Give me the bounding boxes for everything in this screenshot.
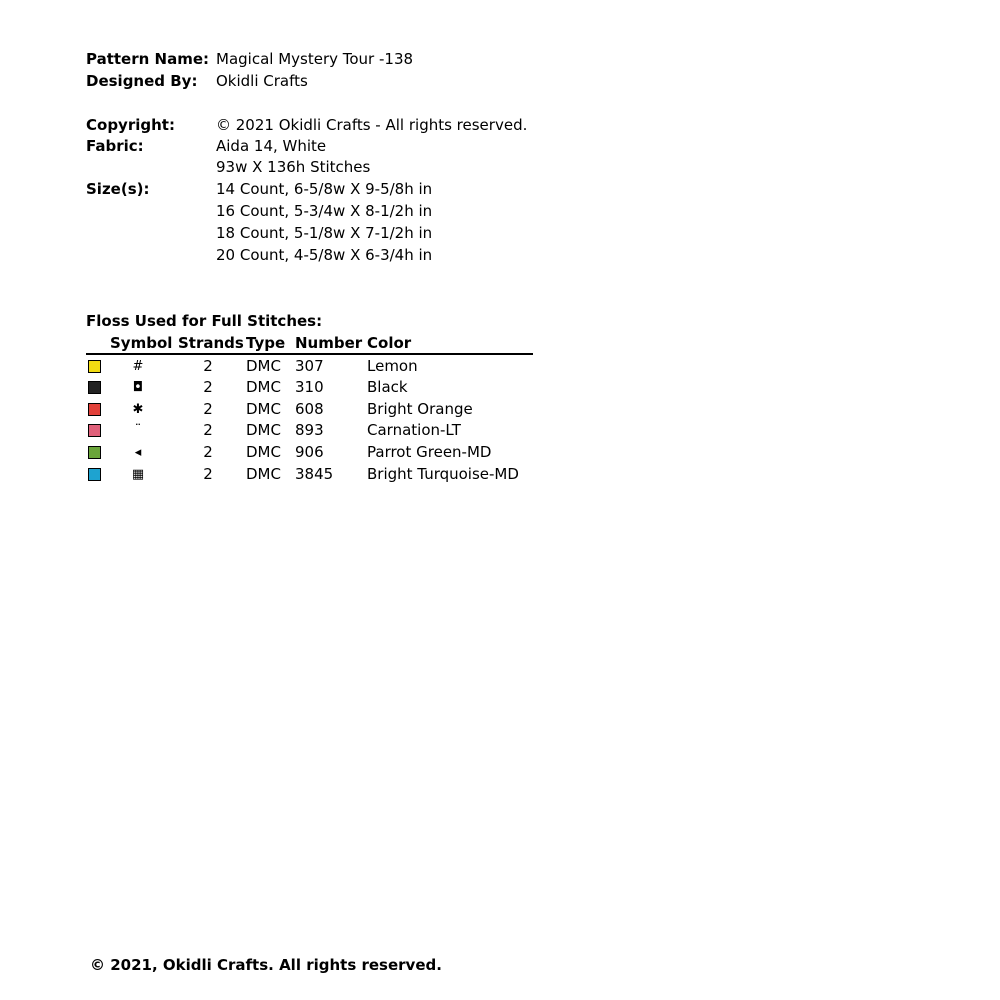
number-value: 608 <box>295 400 324 418</box>
floss-row <box>86 442 533 463</box>
stitch-symbol-icon: # <box>132 359 144 374</box>
number-value: 3845 <box>295 465 334 483</box>
footer-copyright: © 2021, Okidli Crafts. All rights reserved. <box>90 956 442 974</box>
pattern-name-value: Magical Mystery Tour -138 <box>216 50 414 68</box>
header-color: Color <box>367 334 412 352</box>
type-value: DMC <box>246 357 281 375</box>
stitch-symbol-icon: ◘ <box>132 380 144 395</box>
type-value: DMC <box>246 421 281 439</box>
color-swatch <box>88 468 101 481</box>
color-swatch <box>88 446 101 459</box>
strands-value: 2 <box>203 357 213 375</box>
strands-value: 2 <box>203 400 213 418</box>
size-label: Size(s): <box>86 180 150 198</box>
type-value: DMC <box>246 465 281 483</box>
fabric-label: Fabric: <box>86 137 144 155</box>
number-value: 893 <box>295 421 324 439</box>
floss-row <box>86 377 533 398</box>
floss-table-header <box>86 333 533 353</box>
header-number: Number <box>295 334 363 352</box>
floss-header-divider <box>86 353 533 355</box>
color-swatch <box>88 360 101 373</box>
stitches-value: 93w X 136h Stitches <box>216 158 371 176</box>
stitch-symbol-icon: ✱ <box>132 402 144 417</box>
floss-row <box>86 399 533 420</box>
stitch-symbol-icon: ▦ <box>131 467 145 482</box>
size-value: 20 Count, 4-5/8w X 6-3/4h in <box>216 246 433 264</box>
strands-value: 2 <box>203 378 213 396</box>
color-swatch <box>88 381 101 394</box>
floss-row <box>86 420 533 441</box>
color-name: Carnation-LT <box>367 421 461 439</box>
color-name: Bright Turquoise-MD <box>367 465 519 483</box>
color-swatch <box>88 424 101 437</box>
floss-row <box>86 464 533 485</box>
fabric-value: Aida 14, White <box>216 137 327 155</box>
stitch-symbol-icon: ¨ <box>134 423 142 438</box>
strands-value: 2 <box>203 421 213 439</box>
floss-row <box>86 356 533 377</box>
header-strands: Strands <box>178 334 244 352</box>
size-value: 18 Count, 5-1/8w X 7-1/2h in <box>216 224 433 242</box>
color-swatch <box>88 403 101 416</box>
number-value: 310 <box>295 378 324 396</box>
strands-value: 2 <box>203 465 213 483</box>
strands-value: 2 <box>203 443 213 461</box>
color-name: Bright Orange <box>367 400 473 418</box>
color-name: Black <box>367 378 408 396</box>
copyright-label: Copyright: <box>86 116 175 134</box>
pattern-name-label: Pattern Name: <box>86 50 210 68</box>
color-name: Parrot Green-MD <box>367 443 492 461</box>
type-value: DMC <box>246 400 281 418</box>
designer-label: Designed By: <box>86 72 198 90</box>
color-name: Lemon <box>367 357 418 375</box>
size-value: 14 Count, 6-5/8w X 9-5/8h in <box>216 180 433 198</box>
stitch-symbol-icon: ◂ <box>134 445 142 460</box>
size-value: 16 Count, 5-3/4w X 8-1/2h in <box>216 202 433 220</box>
header-type: Type <box>246 334 286 352</box>
number-value: 307 <box>295 357 324 375</box>
floss-title: Floss Used for Full Stitches: <box>86 312 323 330</box>
copyright-value: © 2021 Okidli Crafts - All rights reserved. <box>216 116 528 134</box>
type-value: DMC <box>246 443 281 461</box>
header-symbol: Symbol <box>110 334 173 352</box>
designer-value: Okidli Crafts <box>216 72 308 90</box>
number-value: 906 <box>295 443 324 461</box>
type-value: DMC <box>246 378 281 396</box>
